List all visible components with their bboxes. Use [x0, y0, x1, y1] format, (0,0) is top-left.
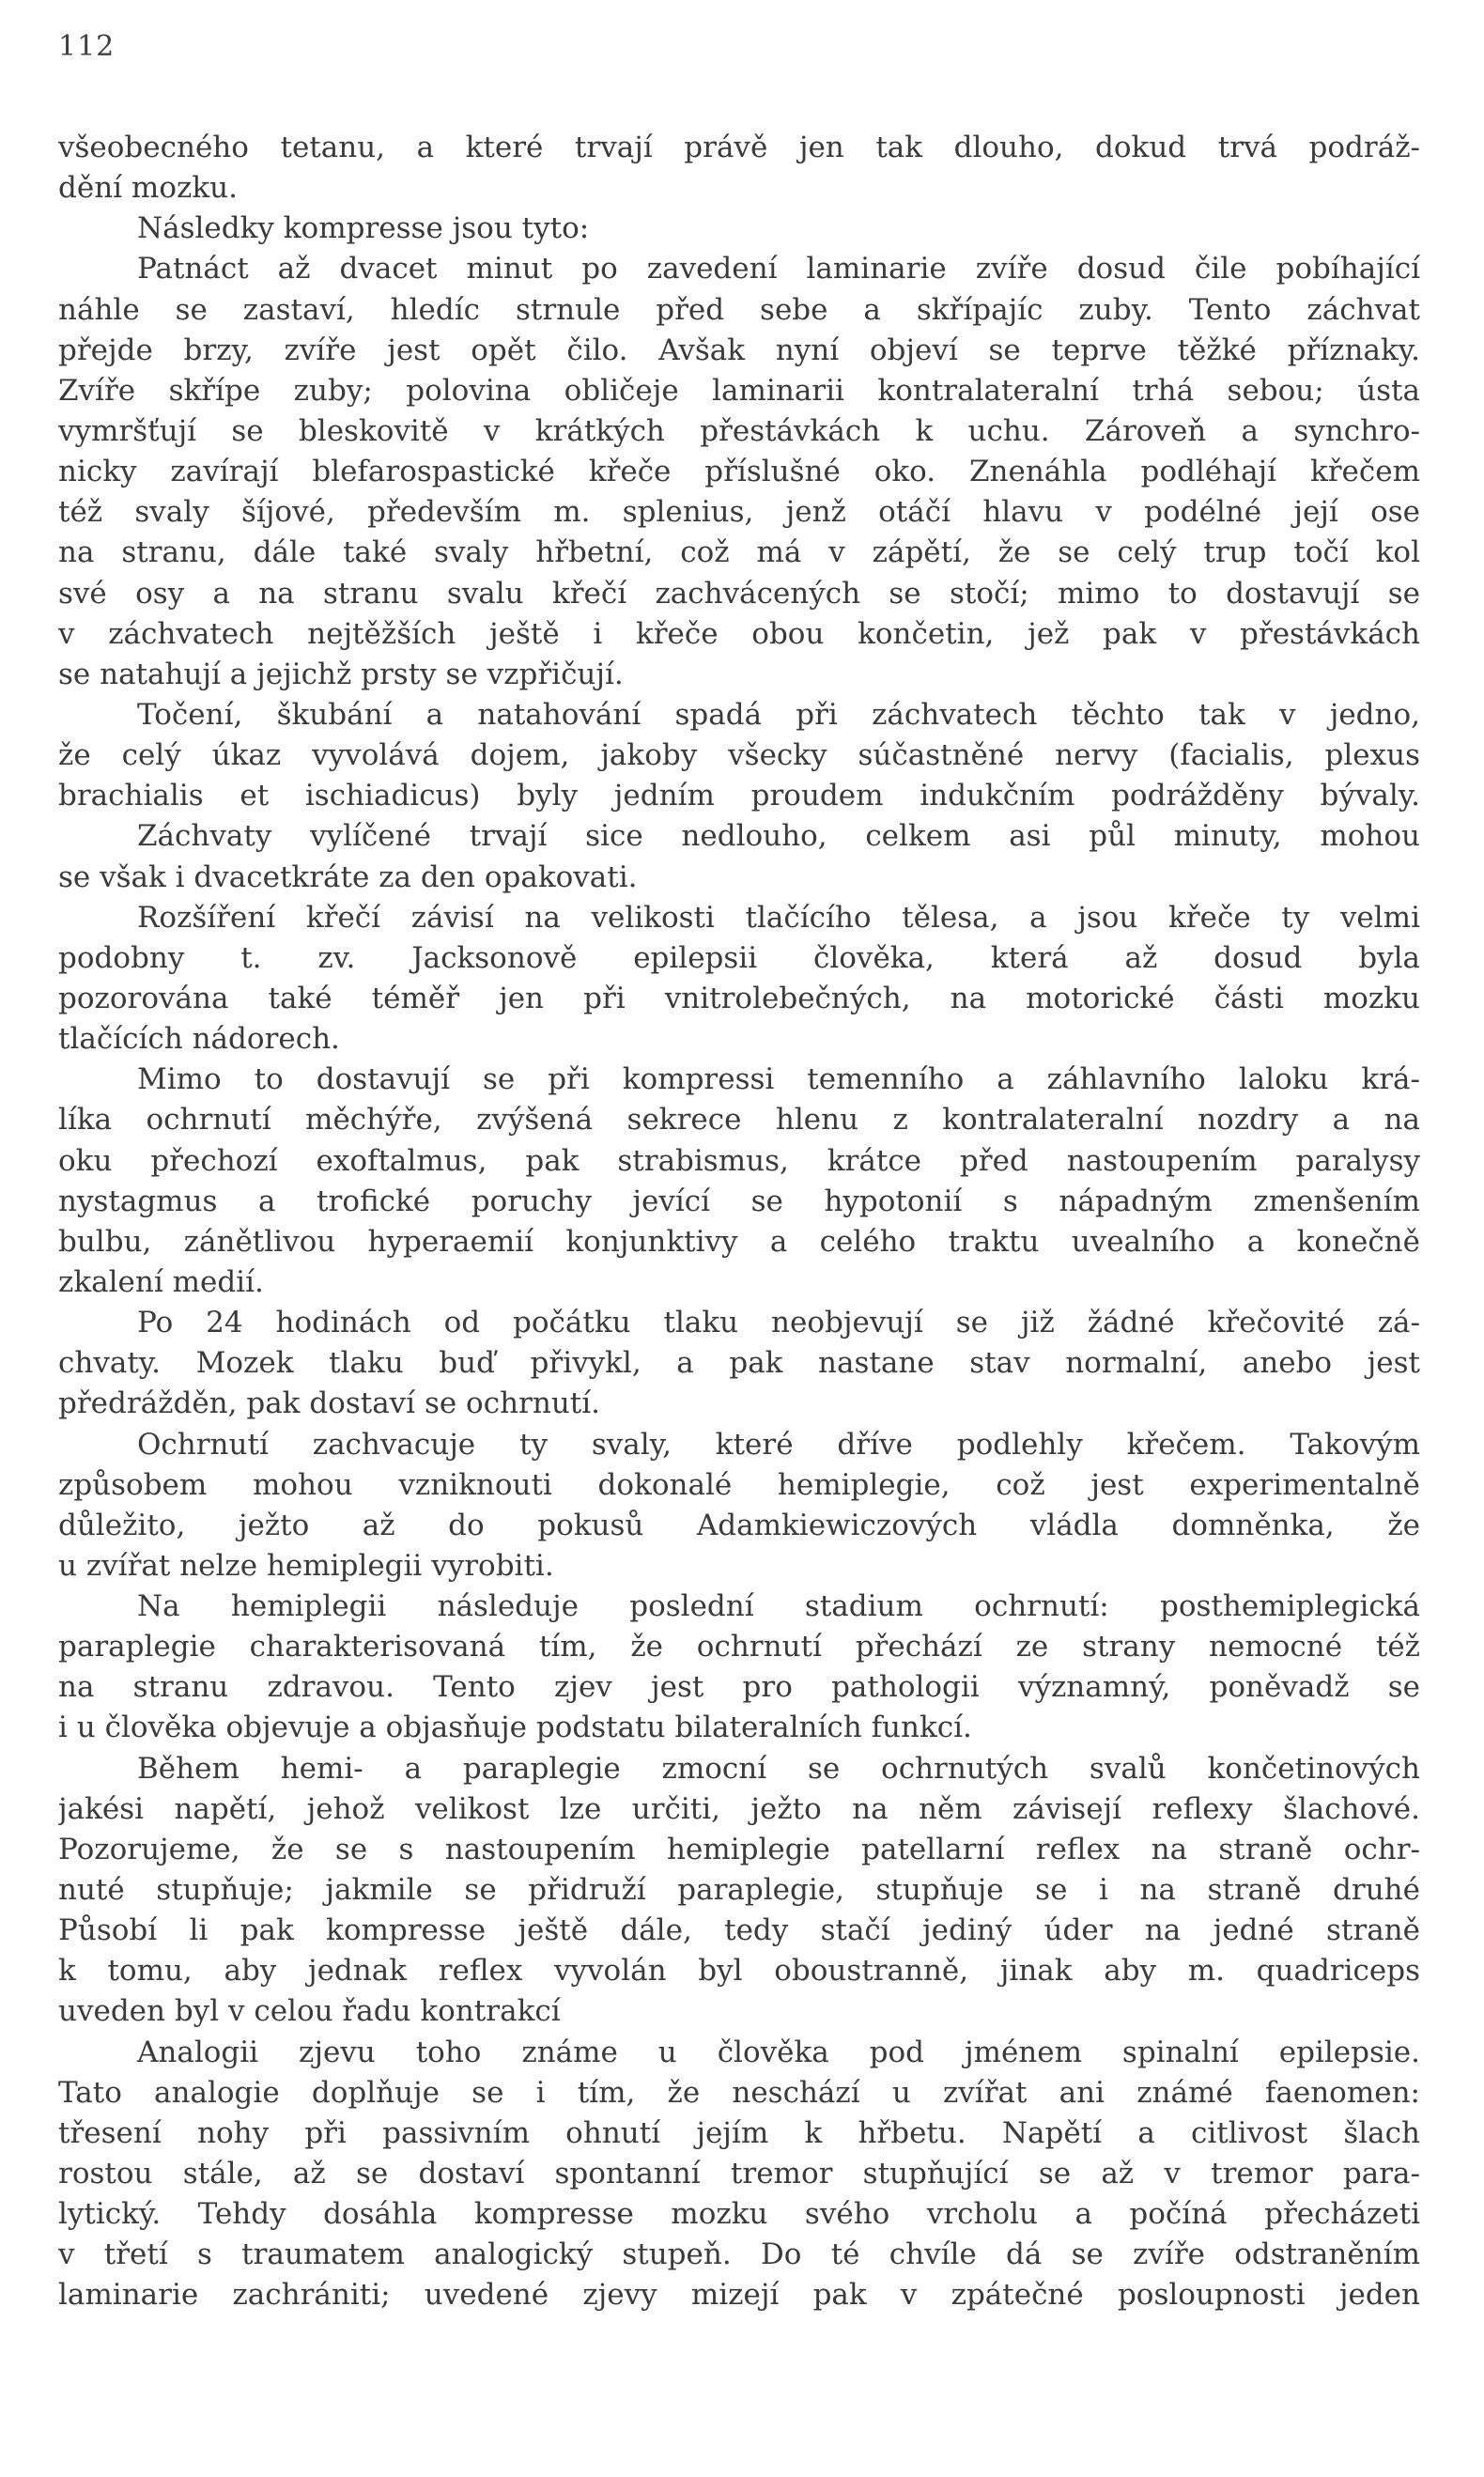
text-line: Záchvaty vylíčené trvají sice nedlouho, celkem asi půl minuty, mohou [137, 819, 1420, 854]
text-line: v třetí s traumatem analogický stupeň. Do té chvíle dá se zvíře odstraněním [58, 2237, 1420, 2272]
text-line: že celý úkaz vyvolává dojem, jakoby všecky súčastněné nervy (facialis, plexus [58, 738, 1420, 773]
text-line: Zvíře skřípe zuby; polovina obličeje laminarii kontralateralní trhá sebou; ústa [58, 373, 1420, 408]
text-line: i u člověka objevuje a objasňuje podstatu bilateralních funkcí. [58, 1711, 972, 1745]
text-line: přejde brzy, zvíře jest opět čilo. Avšak nyní objeví se teprve těžké příznaky. [58, 333, 1420, 367]
text-line: se natahují a jejichž prsty se vzpřičují. [58, 657, 624, 691]
body-text [58, 128, 1420, 2316]
text-line: oku přechozí exoftalmus, pak strabismus, krátce před nastoupením paralysy [58, 1143, 1420, 1178]
text-line: uveden byl v celou řadu kontrakcí [58, 1994, 561, 2029]
text-line: Patnáct až dvacet minut po zavedení laminarie zvíře dosud čile pobíhající [137, 252, 1420, 286]
text-line: nuté stupňuje; jakmile se přidruží paraplegie, stupňuje se i na straně druhé [58, 1873, 1420, 1908]
text-line: Ochrnutí zachvacuje ty svaly, které dříve podlehly křečem. Takovým [137, 1427, 1420, 1462]
text-line: náhle se zastaví, hledíc strnule před sebe a skřípajíc zuby. Tento záchvat [58, 292, 1420, 327]
text-line: své osy a na stranu svalu křečí zachvácených se stočí; mimo to dostavují se [58, 576, 1420, 611]
text-line: paraplegie charakterisovaná tím, že ochrnutí přechází ze strany nemocné též [58, 1630, 1420, 1664]
text-line: též svaly šíjové, především m. splenius, jenž otáčí hlavu v podélné její ose [58, 495, 1420, 530]
text-line: Tato analogie doplňuje se i tím, že neschází u zvířat ani známé faenomen: [58, 2075, 1420, 2110]
text-line: dění mozku. [58, 171, 238, 206]
text-line: nicky zavírají blefarospastické křeče příslušné oko. Znenáhla podléhají křečem [58, 455, 1420, 489]
text-line: lytický. Tehdy dosáhla kompresse mozku svého vrcholu a počíná přecházeti [58, 2197, 1420, 2232]
text-line: rostou stále, až se dostaví spontanní tremor stupňující se až v tremor para- [58, 2157, 1420, 2191]
text-line: u zvířat nelze hemiplegii vyrobiti. [58, 1548, 554, 1583]
text-line: třesení nohy při passivním ohnutí jejím k hřbetu. Napětí a citlivost šlach [58, 2115, 1420, 2150]
text-line: Analogii zjevu toho známe u člověka pod jménem spinalní epilepsie. [137, 2035, 1420, 2069]
text-line: Po 24 hodinách od počátku tlaku neobjevují se již žádné křečovité zá- [137, 1306, 1420, 1340]
text-line: zkalení medií. [58, 1264, 264, 1299]
text-line: Rozšíření křečí závisí na velikosti tlačícího tělesa, a jsou křeče ty velmi [137, 900, 1420, 935]
text-line: bulbu, zánětlivou hyperaemií konjunktivy a celého traktu uvealního a konečně [58, 1224, 1420, 1259]
text-line: Následky kompresse jsou tyto: [137, 211, 590, 246]
text-line: v záchvatech nejtěžších ještě i křeče obou končetin, jež pak v přestávkách [58, 616, 1420, 651]
page-number: 112 [58, 30, 116, 63]
text-line: tlačících nádorech. [58, 1022, 340, 1057]
text-line: na stranu, dále také svaly hřbetní, což má v zápětí, že se celý trup točí kol [58, 535, 1420, 570]
text-line: pozorována také téměř jen při vnitrolebečných, na motorické části mozku [58, 981, 1420, 1015]
text-line: předrážděn, pak dostaví se ochrnutí. [58, 1386, 601, 1421]
text-line: brachialis et ischiadicus) byly jedním proudem indukčním podrážděny bývaly. [58, 779, 1420, 813]
text-line: Točení, škubání a natahování spadá při záchvatech těchto tak v jedno, [137, 697, 1420, 732]
text-line: k tomu, aby jednak reflex vyvolán byl oboustranně, jinak aby m. quadriceps [58, 1954, 1420, 1989]
text-line: Na hemiplegii následuje poslední stadium ochrnutí: posthemiplegická [137, 1589, 1420, 1624]
text-line: laminarie zachrániti; uvedené zjevy mizejí pak v zpátečné posloupnosti jeden [58, 2278, 1420, 2313]
text-line: líka ochrnutí měchýře, zvýšená sekrece hlenu z kontralateralní nozdry a na [58, 1103, 1420, 1138]
text-line: Působí li pak kompresse ještě dále, tedy stačí jediný úder na jedné straně [58, 1913, 1420, 1948]
text-line: na stranu zdravou. Tento zjev jest pro pathologii významný, poněvadž se [58, 1670, 1420, 1705]
text-line: způsobem mohou vzniknouti dokonalé hemiplegie, což jest experimentalně [58, 1467, 1420, 1502]
text-line: se však i dvacetkráte za den opakovati. [58, 859, 638, 894]
text-line: Během hemi- a paraplegie zmocní se ochrnutých svalů končetinových [137, 1751, 1420, 1786]
text-line: důležito, ježto až do pokusů Adamkiewiczových vládla domněnka, že [58, 1508, 1420, 1542]
text-line: vymršťují se bleskovitě v krátkých přestávkách k uchu. Zároveň a synchro- [58, 413, 1420, 448]
text-line: všeobecného tetanu, a které trvají právě jen tak dlouho, dokud trvá podráž- [58, 131, 1420, 164]
text-line: nystagmus a trofické poruchy jevící se hypotonií s nápadným zmenšením [58, 1184, 1420, 1218]
text-line: Mimo to dostavují se při kompressi temenního a záhlavního laloku krá- [137, 1062, 1420, 1097]
text-line: chvaty. Mozek tlaku buď přivykl, a pak nastane stav normalní, anebo jest [58, 1346, 1420, 1381]
text-line: podobny t. zv. Jacksonově epilepsii člověka, která až dosud byla [58, 940, 1420, 975]
text-line: jakési napětí, jehož velikost lze určiti, ježto na něm závisejí reflexy šlachové. [58, 1791, 1420, 1826]
text-line: Pozorujeme, že se s nastoupením hemiplegie patellarní reflex na straně ochr- [58, 1832, 1420, 1866]
